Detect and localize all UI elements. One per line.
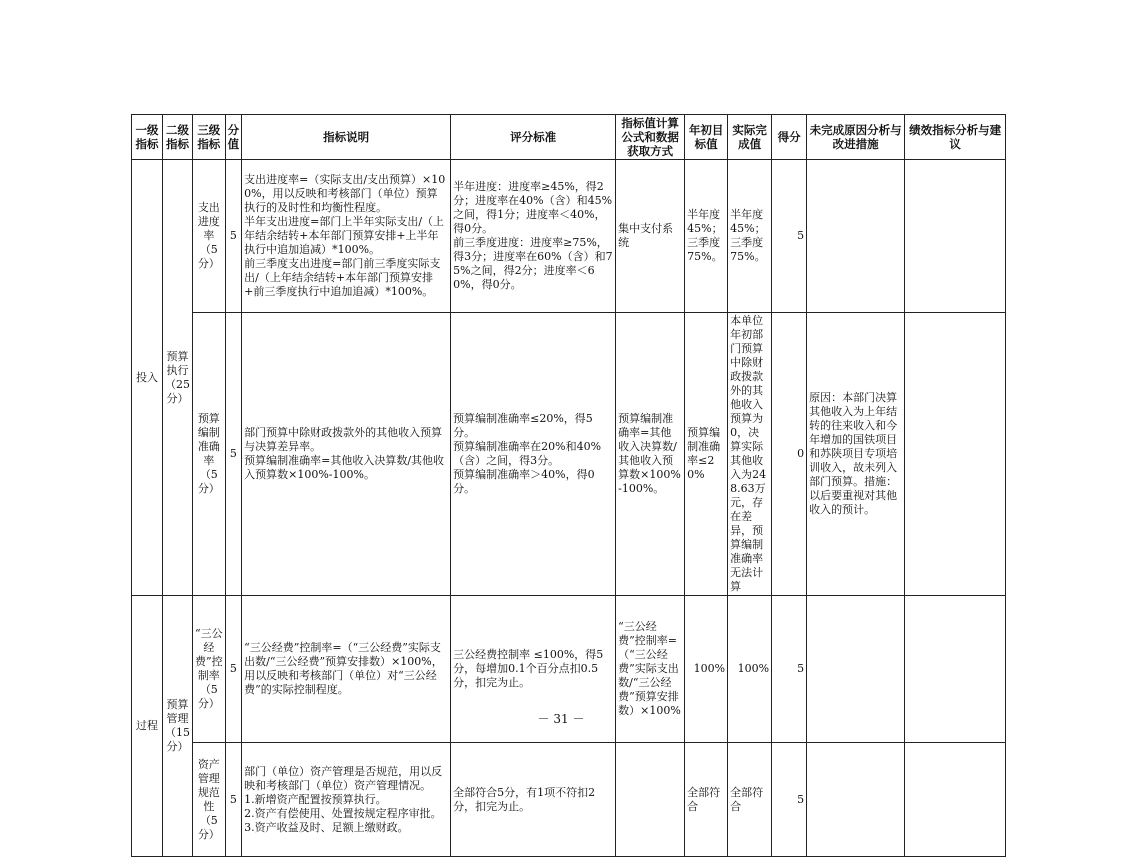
header-row (132, 115, 1006, 160)
row-description: “三公经费”控制率=（“三公经费”实际支出数/“三公经费”预算安排数）×100%，用以反映和考核部门（单位）对“三公经费”的实际控制程度。 (242, 596, 451, 743)
row-reason: 原因：本部门决算其他收入为上年结转的往来收入和今年增加的国铁项目和苏陕项目专项培训收入，故未列入部门预算。措施：以后要重视对其他收入的预计。 (807, 313, 905, 596)
row-description: 支出进度率=（实际支出/支出预算）×100%，用以反映和考核部门（单位）预算执行的及时性和均衡性程度。 半年支出进度=部门上半年实际支出/（上年结余结转+本年部门预算安排+上半年执行中追加追减）*100%。 前三季度支出进度=部门前三季度实际支出/（上年结余结转+本年部门预算安排+前三季度执行中追加追减）*100%。 (242, 160, 451, 313)
row-value: 5 (225, 313, 242, 596)
header-score-value: 分值 (225, 115, 242, 160)
row-actual: 全部符合 (728, 743, 772, 857)
group-budget-mgmt: 预算管理（15分） (163, 596, 193, 857)
row-description: 部门（单位）资产管理是否规范，用以反映和考核部门（单位）资产管理情况。 1.新增资产配置按预算执行。 2.资产有偿使用、处置按规定程序审批。 3.资产收益及时、足额上缴财政。 (242, 743, 451, 857)
table-row (132, 743, 1006, 857)
table-row (132, 313, 1006, 596)
row-value: 5 (225, 596, 242, 743)
row-level3: 资产管理规范性（5分） (193, 743, 226, 857)
row-criteria: 预算编制准确率≤20%，得5分。 预算编制准确率在20%和40%（含）之间，得3分。 预算编制准确率＞40%，得0分。 (451, 313, 616, 596)
header-actual: 实际完成值 (728, 115, 772, 160)
row-score: 5 (772, 596, 807, 743)
header-formula: 指标值计算公式和数据获取方式 (616, 115, 685, 160)
row-suggestion (905, 160, 1006, 313)
row-actual: 半年度45%；三季度75%。 (728, 160, 772, 313)
row-score: 5 (772, 743, 807, 857)
row-target: 预算编制准确率≤20% (685, 313, 728, 596)
row-formula: 集中支付系统 (616, 160, 685, 313)
header-target: 年初目标值 (685, 115, 728, 160)
group-process: 过程 (132, 596, 163, 857)
row-score: 0 (772, 313, 807, 596)
row-actual: 100% (728, 596, 772, 743)
header-level3: 三级指标 (193, 115, 226, 160)
row-formula (616, 743, 685, 857)
row-formula: “三公经费”控制率=（“三公经费”实际支出数/“三公经费”预算安排数）×100% (616, 596, 685, 743)
row-level3: 支出进度率（5分） (193, 160, 226, 313)
header-reason: 未完成原因分析与改进措施 (807, 115, 905, 160)
row-suggestion (905, 743, 1006, 857)
header-description: 指标说明 (242, 115, 451, 160)
row-formula: 预算编制准确率=其他收入决算数/其他收入预算数×100%-100%。 (616, 313, 685, 596)
page-number: － 31 － (537, 712, 585, 726)
header-score: 得分 (772, 115, 807, 160)
row-value: 5 (225, 743, 242, 857)
row-criteria: 全部符合5分，有1项不符扣2分，扣完为止。 (451, 743, 616, 857)
row-score: 5 (772, 160, 807, 313)
row-criteria: 三公经费控制率 ≤100%，得5分，每增加0.1个百分点扣0.5分，扣完为止。 (451, 596, 616, 743)
row-reason (807, 160, 905, 313)
row-criteria: 半年进度：进度率≥45%，得2分；进度率在40%（含）和45%之间，得1分；进度率＜40%，得0分。 前三季度进度：进度率≥75%，得3分；进度率在60%（含）和75%之间，得2分；进度率＜60%，得0分。 (451, 160, 616, 313)
row-target: 半年度45%；三季度75%。 (685, 160, 728, 313)
row-target: 100% (685, 596, 728, 743)
header-level2: 二级指标 (163, 115, 193, 160)
performance-indicator-table (131, 114, 1006, 857)
row-suggestion (905, 313, 1006, 596)
row-target: 全部符合 (685, 743, 728, 857)
row-level3: 预算编制准确率（5分） (193, 313, 226, 596)
header-criteria: 评分标准 (451, 115, 616, 160)
group-budget-exec: 预算执行（25分） (163, 160, 193, 596)
group-input: 投入 (132, 160, 163, 596)
row-value: 5 (225, 160, 242, 313)
header-suggestion: 绩效指标分析与建议 (905, 115, 1006, 160)
table-row (132, 160, 1006, 313)
row-reason (807, 743, 905, 857)
row-actual: 本单位年初部门预算中除财政拨款外的其他收入预算为0，决算实际其他收入为248.63万元，存在差异，预算编制准确率无法计算 (728, 313, 772, 596)
row-level3: “三公经费”控制率（5分） (193, 596, 226, 743)
header-level1: 一级指标 (132, 115, 163, 160)
row-description: 部门预算中除财政拨款外的其他收入预算与决算差异率。 预算编制准确率=其他收入决算数/其他收入预算数×100%-100%。 (242, 313, 451, 596)
